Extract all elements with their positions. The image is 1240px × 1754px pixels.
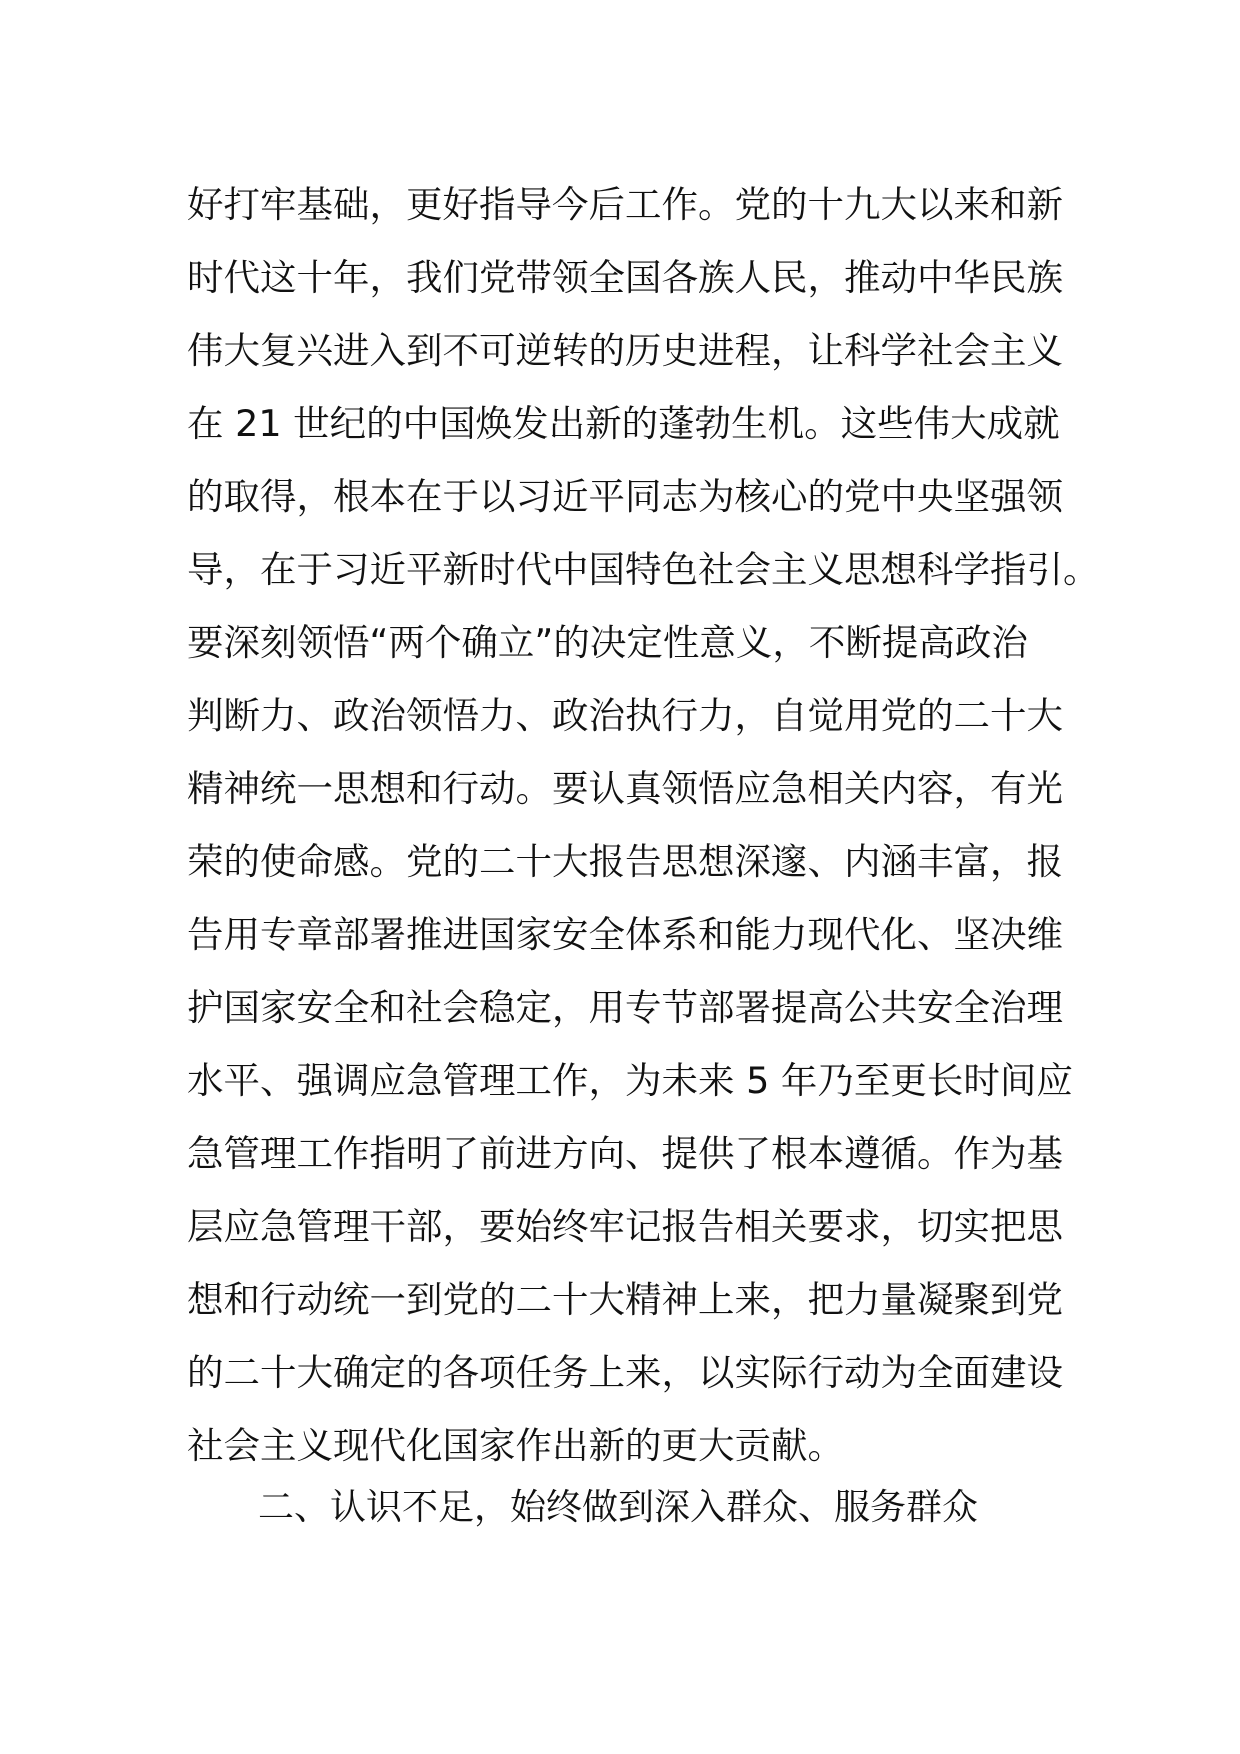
paragraph-line: 荣的使命感。党的二十大报告思想深邃、内涵丰富，报 xyxy=(187,840,1063,883)
paragraph-line: 护国家安全和社会稳定，用专节部署提高公共安全治理 xyxy=(187,986,1063,1029)
paragraph-line: 的取得，根本在于以习近平同志为核心的党中央坚强领 xyxy=(187,475,1063,518)
paragraph-line: 急管理工作指明了前进方向、提供了根本遵循。作为基 xyxy=(187,1132,1063,1175)
paragraph-line: 判断力、政治领悟力、政治执行力，自觉用党的二十大 xyxy=(187,694,1063,737)
paragraph-line: 时代这十年，我们党带领全国各族人民，推动中华民族 xyxy=(187,256,1063,299)
paragraph-line: 的二十大确定的各项任务上来，以实际行动为全面建设 xyxy=(187,1351,1063,1394)
paragraph-line: 好打牢基础，更好指导今后工作。党的十九大以来和新 xyxy=(187,183,1063,226)
paragraph-line: 水平、强调应急管理工作，为未来 5 年乃至更长时间应 xyxy=(187,1059,1073,1102)
paragraph-line: 想和行动统一到党的二十大精神上来，把力量凝聚到党 xyxy=(187,1278,1063,1321)
paragraph-line: 社会主义现代化国家作出新的更大贡献。 xyxy=(187,1424,844,1467)
paragraph-line: 层应急管理干部，要始终牢记报告相关要求，切实把思 xyxy=(187,1205,1063,1248)
paragraph-line: 伟大复兴进入到不可逆转的历史进程，让科学社会主义 xyxy=(187,329,1063,372)
body-paragraph xyxy=(187,168,1100,1482)
section-heading: 二、认识不足，始终做到深入群众、服务群众 xyxy=(258,1487,979,1528)
paragraph-line: 在 21 世纪的中国焕发出新的蓬勃生机。这些伟大成就 xyxy=(187,402,1060,445)
paragraph-line: 要深刻领悟“两个确立”的决定性意义，不断提高政治 xyxy=(187,621,1028,664)
paragraph-line: 精神统一思想和行动。要认真领悟应急相关内容，有光 xyxy=(187,767,1063,810)
paragraph-line: 告用专章部署推进国家安全体系和能力现代化、坚决维 xyxy=(187,913,1063,956)
paragraph-line: 导，在于习近平新时代中国特色社会主义思想科学指引。 xyxy=(187,548,1100,591)
